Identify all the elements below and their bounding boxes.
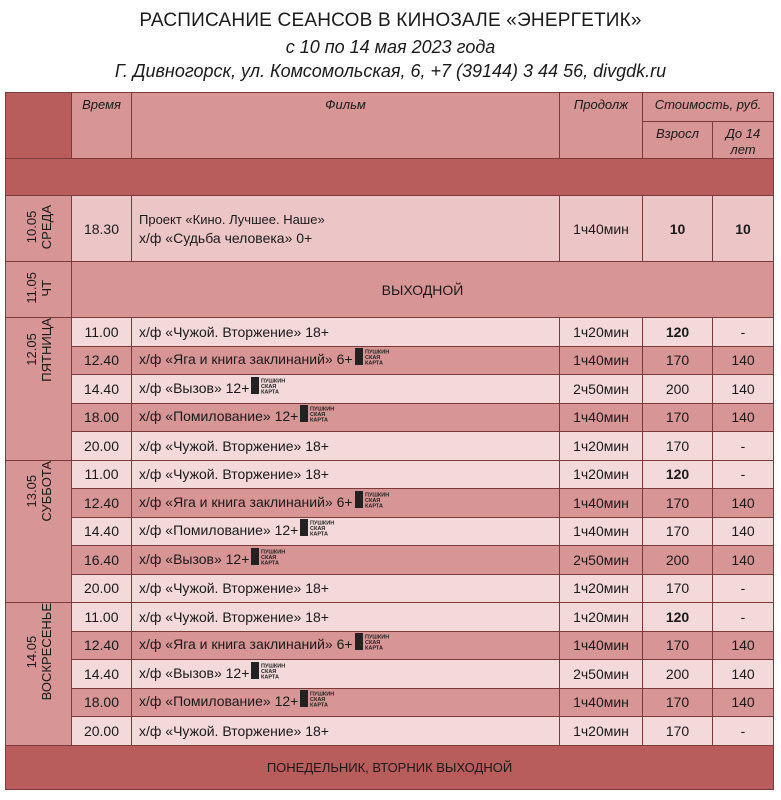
svg-text:СКАЯ: СКАЯ — [364, 355, 380, 362]
session-time: 12.40 — [72, 631, 132, 660]
session-film — [132, 574, 560, 603]
film-title: х/ф «Яга и книга заклинаний» 6+ — [139, 351, 353, 368]
session-film — [132, 375, 560, 404]
session-duration: 1ч20мин — [560, 717, 643, 746]
film-project: Проект «Кино. Лучшее. Наше» — [139, 211, 325, 227]
session-time: 20.00 — [72, 432, 132, 461]
film-title: х/ф «Чужой. Вторжение» 18+ — [139, 580, 329, 597]
session-duration: 1ч40мин — [560, 631, 643, 660]
pushkin-card-icon — [300, 405, 352, 422]
price-adult: 170 — [643, 403, 713, 432]
price-child: - — [713, 717, 774, 746]
day-label — [24, 272, 54, 304]
session-time: 14.40 — [72, 660, 132, 689]
film-title: х/ф «Чужой. Вторжение» 18+ — [139, 466, 329, 483]
address-line: Г. Дивногорск, ул. Комсомольская, 6, +7 (39144) 3 44 56, divgdk.ru — [114, 61, 667, 81]
session-duration: 2ч50мин — [560, 546, 643, 575]
price-child: - — [713, 460, 774, 489]
svg-text:ПУШКИН: ПУШКИН — [261, 549, 286, 556]
film-title: х/ф «Вызов» 12+ — [139, 664, 250, 681]
day-name: СРЕДА — [38, 204, 54, 250]
film-title: х/ф «Чужой. Вторжение» 18+ — [139, 323, 329, 340]
pushkin-card-icon — [300, 690, 352, 707]
session-time: 18.00 — [72, 403, 132, 432]
price-adult: 120 — [643, 603, 713, 632]
table-row — [6, 574, 774, 603]
svg-text:ПУШКИН: ПУШКИН — [364, 634, 389, 641]
session-time: 14.40 — [72, 517, 132, 546]
session-duration: 1ч40мин — [560, 196, 643, 262]
price-adult: 200 — [643, 660, 713, 689]
table-row — [6, 318, 774, 347]
price-adult: 170 — [643, 574, 713, 603]
price-adult: 170 — [643, 688, 713, 717]
day-name: СУББОТА — [38, 460, 54, 521]
day-cell — [6, 603, 72, 746]
price-adult: 120 — [643, 460, 713, 489]
table-row — [6, 460, 774, 489]
price-adult: 170 — [643, 346, 713, 375]
session-film — [132, 603, 560, 632]
day-label — [24, 318, 54, 382]
day-date: 13.05 — [23, 474, 39, 507]
session-duration: 1ч40мин — [560, 346, 643, 375]
header-adult: Взросл — [643, 122, 713, 159]
svg-text:ПУШКИН: ПУШКИН — [261, 378, 286, 385]
pushkin-card-icon — [355, 348, 407, 365]
session-film — [132, 688, 560, 717]
session-film — [132, 196, 560, 262]
spacer-row — [6, 159, 774, 196]
svg-text:ПУШКИН: ПУШКИН — [364, 492, 389, 499]
svg-text:СКАЯ: СКАЯ — [261, 383, 277, 390]
table-row — [6, 346, 774, 375]
day-cell — [6, 460, 72, 603]
table-row — [6, 717, 774, 746]
svg-text:СКАЯ: СКАЯ — [364, 497, 380, 504]
day-name: ВОСКРЕСЕНЬЕ — [38, 603, 54, 701]
session-time: 20.00 — [72, 717, 132, 746]
svg-text:ПУШКИН: ПУШКИН — [310, 520, 335, 527]
session-time: 12.40 — [72, 489, 132, 518]
table-row — [6, 403, 774, 432]
film-title: х/ф «Вызов» 12+ — [139, 550, 250, 567]
svg-text:КАРТА: КАРТА — [364, 360, 383, 366]
session-time: 12.40 — [72, 346, 132, 375]
price-adult: 170 — [643, 717, 713, 746]
svg-text:СКАЯ: СКАЯ — [261, 554, 277, 561]
table-row — [6, 631, 774, 660]
day-label — [24, 205, 54, 249]
film-title: х/ф «Яга и книга заклинаний» 6+ — [139, 636, 353, 653]
table-row — [6, 688, 774, 717]
film-title: х/ф «Яга и книга заклинаний» 6+ — [139, 493, 353, 510]
day-date: 10.05 — [23, 210, 39, 244]
header-duration: Продолж — [560, 93, 643, 159]
price-child: 140 — [713, 403, 774, 432]
film-title: х/ф «Чужой. Вторжение» 18+ — [139, 608, 329, 625]
schedule-table — [5, 92, 774, 790]
price-child: - — [713, 603, 774, 632]
session-film — [132, 318, 560, 347]
table-row — [6, 489, 774, 518]
price-child: - — [713, 318, 774, 347]
session-time: 16.40 — [72, 546, 132, 575]
price-child: 140 — [713, 375, 774, 404]
svg-text:СКАЯ: СКАЯ — [310, 526, 326, 533]
day-label — [24, 461, 54, 521]
day-name: ЧТ — [38, 279, 54, 297]
svg-text:КАРТА: КАРТА — [364, 645, 383, 651]
day-label — [24, 603, 54, 700]
svg-text:ПУШКИН: ПУШКИН — [310, 691, 335, 698]
pushkin-card-icon — [355, 491, 407, 508]
session-duration: 1ч20мин — [560, 574, 643, 603]
header-price: Стоимость, руб. — [643, 93, 774, 122]
svg-text:КАРТА: КАРТА — [261, 674, 280, 679]
svg-text:КАРТА: КАРТА — [310, 417, 329, 423]
session-time: 11.00 — [72, 318, 132, 347]
svg-text:ПУШКИН: ПУШКИН — [364, 349, 389, 356]
svg-text:КАРТА: КАРТА — [310, 531, 329, 537]
price-child: 140 — [713, 346, 774, 375]
table-row — [6, 517, 774, 546]
table-row — [6, 660, 774, 689]
film-title: х/ф «Вызов» 12+ — [139, 379, 250, 396]
header-child: До 14 лет — [713, 122, 774, 159]
session-duration: 1ч20мин — [560, 460, 643, 489]
svg-text:ПУШКИН: ПУШКИН — [261, 663, 286, 670]
footer-note: ПОНЕДЕЛЬНИК, ВТОРНИК ВЫХОДНОЙ — [6, 745, 774, 789]
day-cell — [6, 262, 72, 318]
day-cell — [6, 318, 72, 461]
session-film — [132, 717, 560, 746]
session-film — [132, 517, 560, 546]
table-row — [6, 196, 774, 262]
svg-text:КАРТА: КАРТА — [261, 389, 280, 394]
session-time: 20.00 — [72, 574, 132, 603]
price-adult: 120 — [643, 318, 713, 347]
session-duration: 1ч40мин — [560, 403, 643, 432]
session-duration: 1ч40мин — [560, 517, 643, 546]
session-duration: 1ч20мин — [560, 603, 643, 632]
session-time: 18.30 — [72, 196, 132, 262]
film-title: х/ф «Помилование» 12+ — [139, 408, 299, 425]
price-child: 140 — [713, 660, 774, 689]
price-adult: 200 — [643, 546, 713, 575]
date-range: с 10 по 14 мая 2023 года — [285, 37, 496, 57]
price-child: 140 — [713, 688, 774, 717]
session-film — [132, 432, 560, 461]
table-row — [6, 546, 774, 575]
price-adult: 170 — [643, 631, 713, 660]
price-adult: 10 — [643, 196, 713, 262]
day-date: 11.05 — [23, 272, 39, 304]
day-name: ПЯТНИЦА — [38, 318, 54, 382]
header-time: Время — [72, 93, 132, 159]
film-title: х/ф «Помилование» 12+ — [139, 693, 299, 710]
pushkin-card-icon — [355, 633, 407, 650]
page-title: РАСПИСАНИЕ СЕАНСОВ В КИНОЗАЛЕ «ЭНЕРГЕТИК» — [139, 10, 642, 31]
session-duration: 1ч20мин — [560, 318, 643, 347]
table-row — [6, 432, 774, 461]
session-film — [132, 403, 560, 432]
price-adult: 170 — [643, 489, 713, 518]
svg-text:ПУШКИН: ПУШКИН — [310, 406, 335, 413]
svg-text:КАРТА: КАРТА — [364, 503, 383, 508]
price-child: 140 — [713, 631, 774, 660]
price-child: 140 — [713, 489, 774, 518]
svg-text:СКАЯ: СКАЯ — [261, 668, 277, 675]
session-duration: 1ч20мин — [560, 432, 643, 461]
svg-text:СКАЯ: СКАЯ — [310, 697, 326, 704]
session-film — [132, 489, 560, 518]
header-film: Фильм — [132, 93, 560, 159]
table-row — [6, 375, 774, 404]
session-time: 14.40 — [72, 375, 132, 404]
closed-cell: ВЫХОДНОЙ — [72, 262, 774, 318]
day-date: 12.05 — [23, 333, 39, 367]
price-adult: 200 — [643, 375, 713, 404]
session-time: 11.00 — [72, 460, 132, 489]
session-duration: 1ч40мин — [560, 489, 643, 518]
pushkin-card-icon — [300, 519, 352, 536]
svg-text:СКАЯ: СКАЯ — [310, 412, 326, 419]
film-title: х/ф «Чужой. Вторжение» 18+ — [139, 722, 329, 739]
pushkin-card-icon — [251, 548, 303, 565]
film-title: х/ф «Помилование» 12+ — [139, 522, 299, 539]
session-duration: 2ч50мин — [560, 375, 643, 404]
session-film — [132, 546, 560, 575]
svg-text:КАРТА: КАРТА — [261, 560, 280, 565]
svg-text:КАРТА: КАРТА — [310, 702, 329, 708]
price-child: - — [713, 432, 774, 461]
pushkin-card-icon — [251, 377, 303, 394]
price-adult: 170 — [643, 432, 713, 461]
session-film — [132, 346, 560, 375]
session-duration: 1ч40мин — [560, 688, 643, 717]
session-duration: 2ч50мин — [560, 660, 643, 689]
price-adult: 170 — [643, 517, 713, 546]
price-child: - — [713, 574, 774, 603]
session-film — [132, 631, 560, 660]
film-title: х/ф «Чужой. Вторжение» 18+ — [139, 437, 329, 454]
film-title: х/ф «Судьба человека» 0+ — [139, 229, 313, 246]
day-date: 14.05 — [23, 635, 39, 668]
header-day-cell — [6, 93, 72, 159]
svg-text:СКАЯ: СКАЯ — [364, 640, 380, 647]
session-time: 11.00 — [72, 603, 132, 632]
session-film — [132, 460, 560, 489]
session-film — [132, 660, 560, 689]
price-child: 10 — [713, 196, 774, 262]
day-cell — [6, 196, 72, 262]
price-child: 140 — [713, 517, 774, 546]
pushkin-card-icon — [251, 662, 303, 679]
table-row — [6, 603, 774, 632]
price-child: 140 — [713, 546, 774, 575]
session-time: 18.00 — [72, 688, 132, 717]
